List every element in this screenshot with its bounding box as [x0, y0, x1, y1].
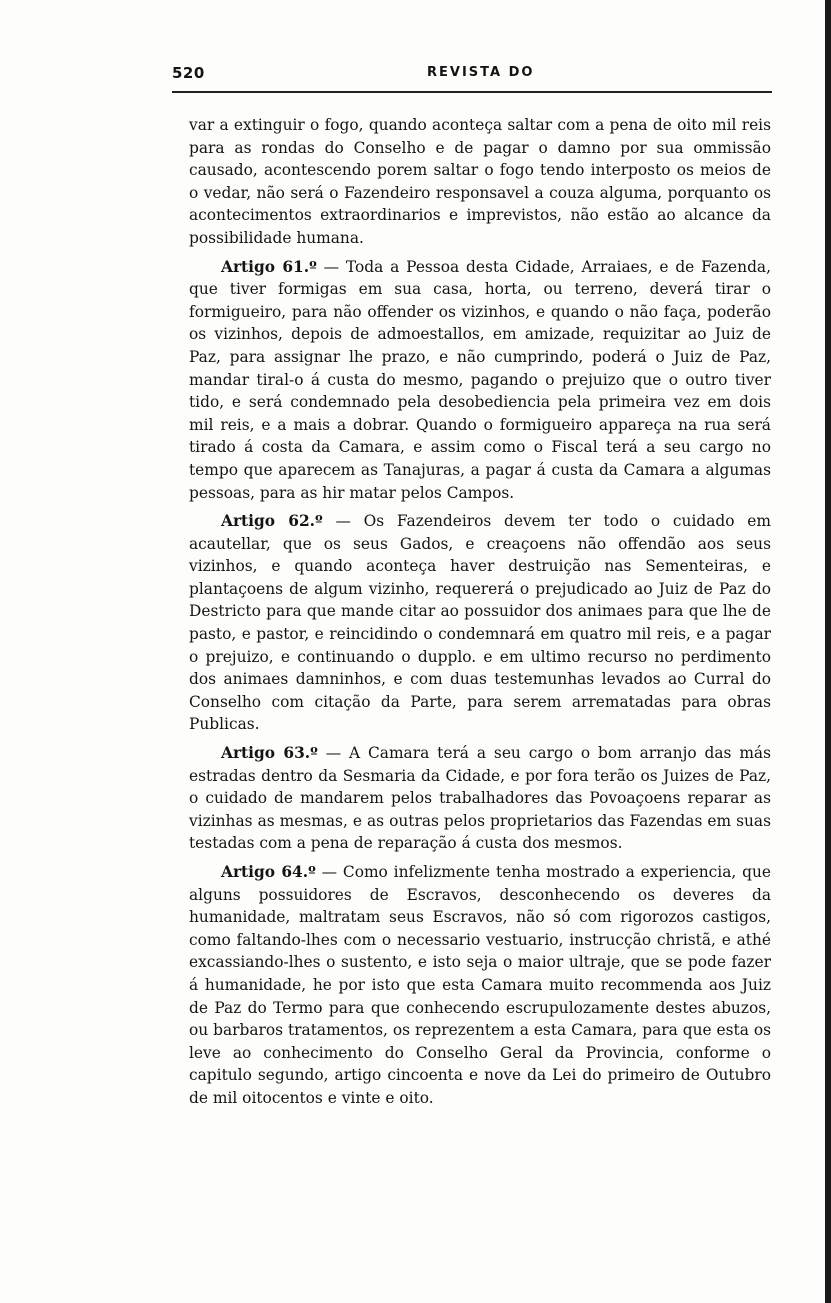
page-number: 520	[172, 64, 205, 82]
paragraph-text: — Toda a Pessoa desta Cidade, Arraiaes, e de Fazenda, que tiver formigas em sua casa, horta, ou terreno, deverá tirar o formigueiro, para não offender os vizinhos, e quando o não faça, poderão os vizinhos, depois de admoestallos, em amizade, requizitar ao Juiz de Paz, para assignar lhe prazo, e não cumprindo, poderá o Juiz de Paz, mandar tiral-o á custa do mesmo, pagando o prejuizo que o outro tiver tido, e será condemnado pela desobediencia pela primeira vez em dois mil reis, e a mais a dobrar. Quando o formigueiro appareça na rua será tirado á costa da Camara, e assim como o Fiscal terá a seu cargo no tempo que aparecem as Tanajuras, a pagar á custa da Camara a algumas pessoas, para as hir matar pelos Campos.	[189, 257, 771, 502]
paragraph-text: — A Camara terá a seu cargo o bom arranjo das más estradas dentro da Sesmaria da Cidade, e por fora terão os Juizes de Paz, o cuidado de mandarem pelos trabalhadores das Povoaçoens reparar as vizinhas as mesmas, e as outras pelos proprietarios das Fazendas em suas testadas com a pena de reparação á custa dos mesmos.	[189, 744, 771, 853]
paragraph-text: var a extinguir o fogo, quando aconteça saltar com a pena de oito mil reis para as rondas do Conselho e de pagar o damno por sua ommissão causado, acontescendo porem saltar o fogo tendo interposto os meios de o vedar, não será o Fazendeiro responsavel a couza alguma, porquanto os acontecimentos extraordinarios e imprevistos, não estão ao alcance da possibilidade humana.	[189, 116, 771, 247]
article-label: Artigo 62.º	[221, 512, 323, 531]
article-label: Artigo 63.º	[221, 744, 318, 763]
paragraph-text: — Os Fazendeiros devem ter todo o cuidado em acautellar, que os seus Gados, e creaçoens não offendão aos seus vizinhos, e quando aconteça haver destruição nas Sementeiras, e plantaçoens de algum vizinho, requererá o prejudicado ao Juiz de Paz do Destricto para que mande citar ao possuidor dos animaes para que lhe de pasto, e pastor, e reincidindo o condemnará em quatro mil reis, e a pagar o prejuizo, e continuando o dupplo. e em ultimo recurso no perdimento dos animaes damninhos, e com duas testemunhas levados ao Curral do Conselho com citação da Parte, para serem arrematadas para obras Publicas.	[189, 512, 771, 734]
paragraph-text: — Como infelizmente tenha mostrado a experiencia, que alguns possuidores de Escravos, desconhecendo os deveres da humanidade, maltratam seus Escravos, não só com rigorozos castigos, como faltando-lhes com o necessario vestuario, instrucção christã, e athé excassiando-lhes o sustento, e isto seja o maior ultraje, que se pode fazer á humanidade, he por isto que esta Camara muito recommenda aos Juiz de Paz do Termo para que conhecendo escrupulozamente destes abuzos, ou barbaros tratamentos, os reprezentem a esta Camara, para que esta os leve ao conhecimento do Conselho Geral da Provincia, conforme o capitulo segundo, artigo cincoenta e nove da Lei do primeiro de Outubro de mil oitocentos e vinte e oito.	[189, 863, 771, 1107]
paragraph-artigo-63	[189, 742, 771, 855]
paragraph-artigo-64	[189, 861, 771, 1110]
binding-edge	[825, 0, 831, 1303]
article-label: Artigo 61.º	[221, 257, 317, 276]
page-header	[172, 64, 772, 84]
article-label: Artigo 64.º	[221, 863, 316, 881]
running-title: REVISTA DO	[427, 65, 535, 80]
paragraph-artigo-61	[189, 256, 771, 505]
header-rule	[172, 91, 772, 93]
paragraph-artigo-62	[189, 510, 771, 736]
body-text	[189, 114, 771, 1116]
paragraph-continuation	[189, 114, 771, 250]
